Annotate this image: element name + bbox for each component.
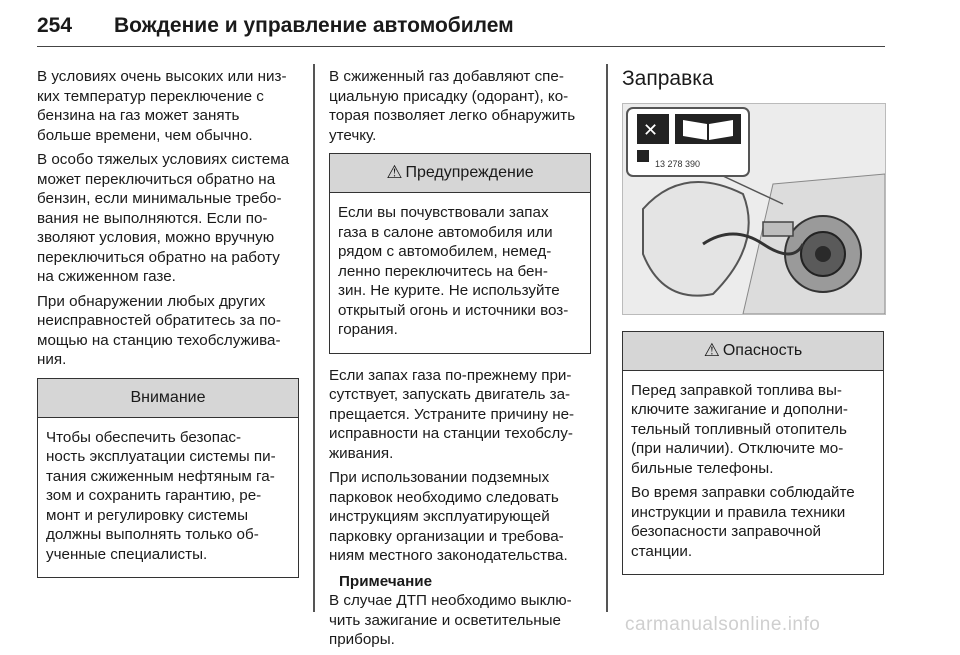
chapter-title: Вождение и управление автомобилем [114,14,514,37]
warning-triangle-icon: ⚠ [703,339,720,360]
danger-box-text: Во время заправки соблюдайте инструкции и правила техники безопасности заправочной станции. [631,484,855,560]
caution-box-title: Внимание [38,379,298,418]
column-divider [313,64,315,612]
paragraph: В условиях очень высоких или низ- ких температур переключение с бензина на газ может занять больше времени, чем обычно. [37,68,287,144]
warning-triangle-icon: ⚠ [386,162,403,183]
column-divider [606,64,608,612]
warning-box-header [330,154,590,193]
svg-text:✕: ✕ [643,119,659,141]
warning-box [329,153,591,354]
caution-box [37,378,299,579]
column-right [622,67,884,575]
page-number: 254 [37,14,73,37]
danger-box-header [623,332,883,371]
warning-box-title: Предупреждение [405,164,534,182]
caution-box-text: Чтобы обеспечить безопас- ность эксплуатации системы пи- тания сжиженным нефтяным га- зом и сохранить гарантию, ре- монт и регулировку системы должны выполнять только об- ученные специалисты. [46,428,276,563]
paragraph: При обнаружении любых других неисправностей обратитесь за по- мощью на станцию техобслужива- ния. [37,292,281,368]
note-label: Примечание [339,572,433,590]
warning-box-text: Если вы почувствовали запах газа в салоне автомобиля или рядом с автомобилем, немед- ленно переключитесь на бен- зин. Не курите. Не используйте открытый огонь и источники воз- горания. [338,204,569,338]
fuel-filler-drawing [623,104,885,314]
note-text: В случае ДТП необходимо выклю- чить зажигание и осветительные приборы. [329,592,572,648]
fuel-filler-illustration [622,103,886,315]
danger-box-title: Опасность [722,341,803,359]
danger-box [622,331,884,576]
section-title: Заправка [622,67,714,90]
column-middle [329,67,591,655]
paragraph: При использовании подземных парковок необходимо следовать инструкциям эксплуатирующей парковку организации и требова- ниям местного законодательства. [329,469,568,564]
danger-box-text: Перед заправкой топлива вы- ключите зажигание и дополни- тельный топливный отопитель (при наличии). Отключите мо- бильные телефоны. [631,381,848,477]
page-header [37,6,885,47]
paragraph: В особо тяжелых условиях система может переключиться обратно на бензин, если минимальные требо- вания не выполняются. Если по- зволяют условия, можно вручную переключиться обратно на работу на сжиженном газе. [37,151,290,285]
paragraph: В сжиженный газ добавляют спе- циальную присадку (одорант), ко- торая позволяет легко обнаружить утечку. [329,68,576,144]
column-left [37,67,299,578]
illustration-label-number: 13 278 390 [655,158,701,169]
paragraph: Если запах газа по-прежнему при- сутствует, запускать двигатель за- прещается. Устраните причину не- исправности на станции техобслу- живания. [329,366,575,462]
watermark: carmanualsonline.info [625,614,821,635]
